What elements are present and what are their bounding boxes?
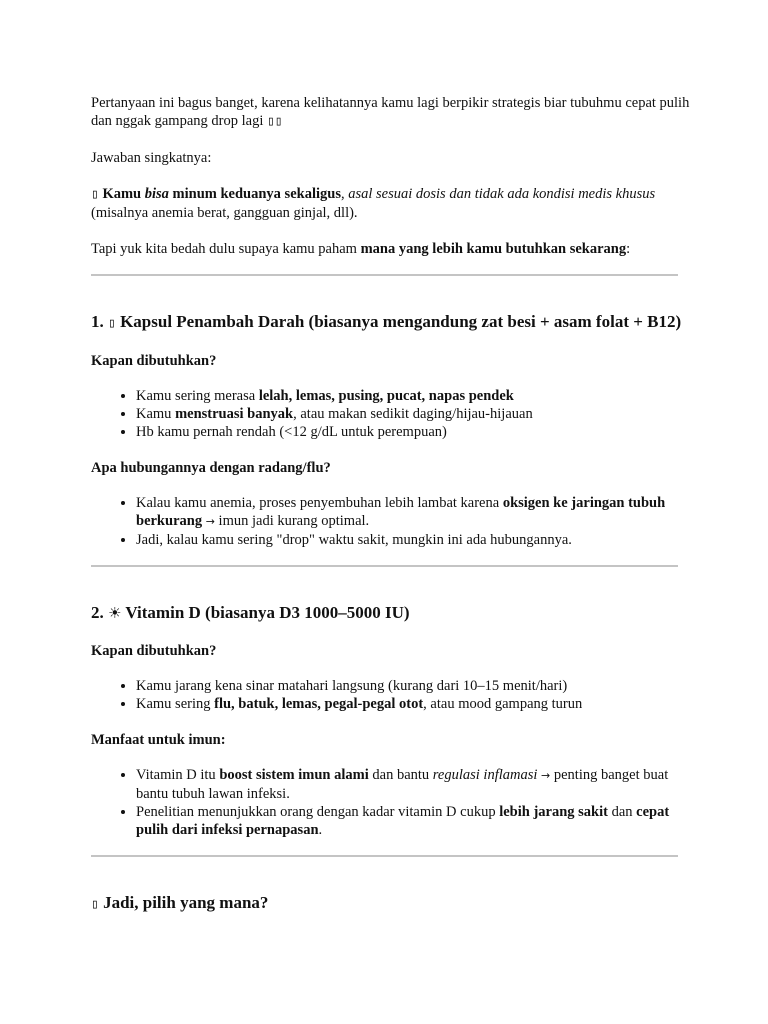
list-item <box>136 494 691 531</box>
list-item: • Hb kamu pernah rendah (<12 g/dL untuk perempuan) <box>136 423 691 441</box>
intro-text: Pertanyaan ini bagus banget, karena kelihatannya kamu lagi berpikir strategis biar tubuhmu cepat pulih dan nggak gampang drop lagi <box>91 95 690 129</box>
list-item-text: Kamu sering merasa <box>136 388 256 404</box>
list-item-text: Vitamin D itu <box>136 767 216 783</box>
answer-bold-1: Kamu <box>102 186 142 202</box>
divider <box>91 855 678 857</box>
arrow-right-icon: → <box>205 515 215 528</box>
section-title: Jadi, pilih yang mana? <box>103 893 269 912</box>
list-item-text: penting banget buat bantu tubuh lawan infeksi. <box>136 767 669 802</box>
list-item-bold: menstruasi banyak <box>175 406 294 422</box>
emoji-glyph: ▯▯ <box>266 114 283 129</box>
list-item-bold: lebih jarang sakit <box>499 804 608 820</box>
list-item-text: dan bantu <box>372 767 430 783</box>
answer-tail: (misalnya anemia berat, gangguan ginjal, dll). <box>91 205 358 221</box>
section-1-list-when <box>91 387 691 441</box>
check-icon: ▯ <box>91 187 99 202</box>
list-item-bold: boost sistem imun alami <box>219 767 369 783</box>
section-2-list-when <box>91 677 691 713</box>
section-2-heading <box>91 602 691 624</box>
list-item-text: Penelitian menunjukkan orang dengan kadar vitamin D cukup <box>136 804 496 820</box>
divider <box>91 274 678 276</box>
list-item-bold: flu, batuk, lemas, pegal-pegal otot <box>214 696 424 712</box>
section-title: Kapsul Penambah Darah (biasanya mengandung zat besi + asam folat + B12) <box>120 312 682 331</box>
section-2-list-benefit <box>91 766 691 839</box>
list-item-italic: regulasi inflamasi <box>432 767 538 783</box>
list-item <box>136 803 691 839</box>
list-item-text: Kalau kamu anemia, proses penyembuhan lebih lambat karena <box>136 495 500 511</box>
list-item-text: . <box>318 822 323 838</box>
list-item: • Jadi, kalau kamu sering "drop" waktu sakit, mungkin ini ada hubungannya. <box>136 531 691 549</box>
list-item-bold: cepat pulih dari infeksi pernapasan <box>136 804 670 838</box>
list-item-text: Kamu <box>136 406 172 422</box>
section-2-subheading-when: Kapan dibutuhkan? <box>91 643 217 659</box>
section-3-heading <box>91 892 691 915</box>
list-item-text: Kamu sering <box>136 696 211 712</box>
list-item <box>136 405 691 423</box>
list-item-text: , atau makan sedikit daging/hijau-hijauan <box>293 406 533 422</box>
list-item-bold: oksigen ke jaringan tubuh berkurang <box>136 495 666 529</box>
sun-icon: ☀ <box>108 604 122 622</box>
section-1-subheading-when: Kapan dibutuhkan? <box>91 353 217 369</box>
list-item <box>136 387 691 405</box>
answer-italic: asal sesuai dosis dan tidak ada kondisi medis khusus <box>348 186 656 202</box>
transition-paragraph <box>91 240 691 258</box>
list-item-bold: lelah, lemas, pusing, pucat, napas pendek <box>258 388 514 404</box>
transition-bold: mana yang lebih kamu butuhkan sekarang <box>360 241 627 257</box>
section-2-subheading-benefit: Manfaat untuk imun: <box>91 732 226 748</box>
short-answer-label: Jawaban singkatnya: <box>91 150 212 166</box>
answer-bold-2: minum keduanya sekaligus <box>172 186 341 202</box>
list-item-text: , atau mood gampang turun <box>423 696 583 712</box>
list-item-text: imun jadi kurang optimal. <box>218 513 370 529</box>
section-number: 2. <box>91 603 104 622</box>
transition-text: Tapi yuk kita bedah dulu supaya kamu paham <box>91 241 357 257</box>
list-item <box>136 695 691 713</box>
list-item: • Kamu jarang kena sinar matahari langsung (kurang dari 10–15 menit/hari) <box>136 677 691 695</box>
transition-colon: : <box>626 241 631 257</box>
list-item <box>136 766 691 803</box>
document-content <box>91 94 691 933</box>
section-1-subheading-relation: Apa hubungannya dengan radang/flu? <box>91 460 331 476</box>
capsule-icon: ▯ <box>108 316 116 331</box>
pointer-icon: ▯ <box>91 897 99 912</box>
intro-paragraph <box>91 94 691 131</box>
arrow-right-icon: → <box>541 769 551 782</box>
section-title: Vitamin D (biasanya D3 1000–5000 IU) <box>125 603 410 622</box>
answer-bold-italic: bisa <box>144 186 169 202</box>
section-number: 1. <box>91 312 104 331</box>
divider <box>91 565 678 567</box>
section-1-heading <box>91 311 691 334</box>
answer-paragraph <box>91 185 691 222</box>
answer-comma: , <box>340 186 345 202</box>
list-item-text: dan <box>611 804 633 820</box>
section-1-list-relation <box>91 494 691 549</box>
